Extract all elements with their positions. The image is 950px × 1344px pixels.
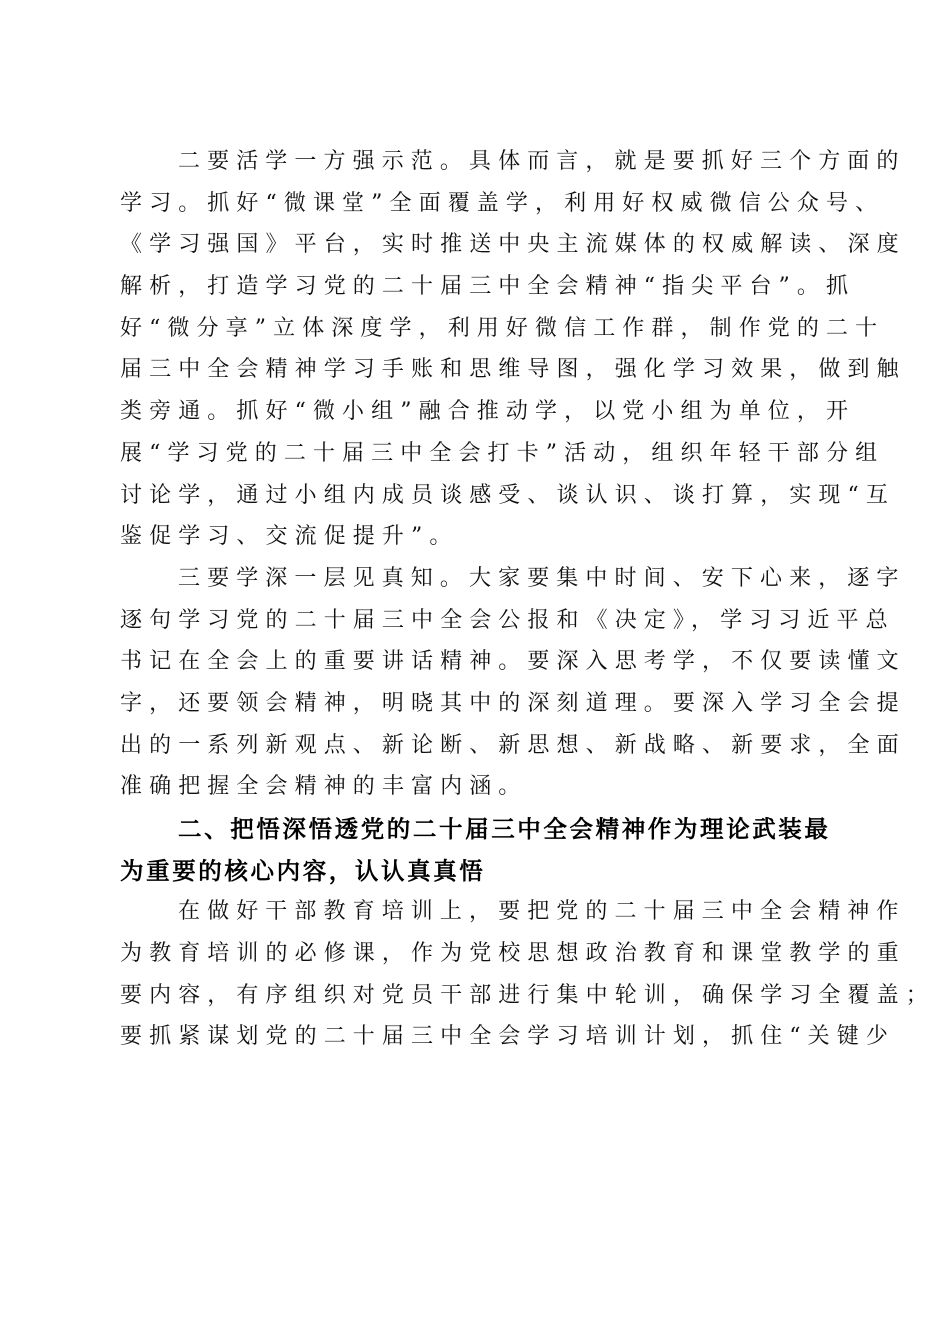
paragraph-line: 鉴促学习、交流促提升”。 <box>120 524 459 550</box>
paragraph-line: 要内容，有序组织对党员干部进行集中轮训，确保学习全覆盖； <box>120 982 935 1008</box>
heading-line: 为重要的核心内容，认认真真悟 <box>120 856 486 885</box>
paragraph-line: 在做好干部教育培训上，要把党的二十届三中全会精神作 <box>178 899 906 925</box>
paragraph-line: 三要学深一层见真知。大家要集中时间、安下心来，逐字 <box>178 565 906 591</box>
paragraph-line: 为教育培训的必修课，作为党校思想政治教育和课堂教学的重 <box>120 941 906 967</box>
paragraph-line: 字，还要领会精神，明晓其中的深刻道理。要深入学习全会提 <box>120 690 906 716</box>
paragraph-line: 讨论学，通过小组内成员谈感受、谈认识、谈打算，实现“互 <box>120 482 895 508</box>
paragraph-line: 好“微分享”立体深度学，利用好微信工作群，制作党的二十 <box>120 315 885 341</box>
paragraph-line: 逐句学习党的二十届三中全会公报和《决定》，学习习近平总 <box>120 607 895 633</box>
paragraph-line: 要抓紧谋划党的二十届三中全会学习培训计划，抓住“关键少 <box>120 1024 895 1050</box>
paragraph-line: 届三中全会精神学习手账和思维导图，强化学习效果，做到触 <box>120 357 906 383</box>
paragraph-training <box>120 895 935 1062</box>
paragraph-line: 准确把握全会精神的丰富内涵。 <box>120 774 528 800</box>
paragraph-huoxue <box>120 145 906 562</box>
paragraph-line: 学习。抓好“微课堂”全面覆盖学，利用好权威微信公众号、 <box>120 190 885 216</box>
section-heading <box>120 812 830 895</box>
paragraph-line: 《学习强国》平台，实时推送中央主流媒体的权威解读、深度 <box>120 232 906 258</box>
paragraph-line: 出的一系列新观点、新论断、新思想、新战略、新要求，全面 <box>120 732 906 758</box>
paragraph-line: 展“学习党的二十届三中全会打卡”活动，组织年轻干部分组 <box>120 440 885 466</box>
paragraph-xueshen <box>120 562 906 812</box>
paragraph-line: 解析，打造学习党的二十届三中全会精神“指尖平台”。抓 <box>120 274 856 300</box>
paragraph-line: 书记在全会上的重要讲话精神。要深入思考学，不仅要读懂文 <box>120 649 906 675</box>
paragraph-line: 类旁通。抓好“微小组”融合推动学，以党小组为单位，开 <box>120 399 856 425</box>
paragraph-line: 二要活学一方强示范。具体而言，就是要抓好三个方面的 <box>178 149 906 174</box>
document-body <box>120 145 935 1062</box>
heading-line: 二、把悟深悟透党的二十届三中全会精神作为理论武装最 <box>178 815 831 843</box>
